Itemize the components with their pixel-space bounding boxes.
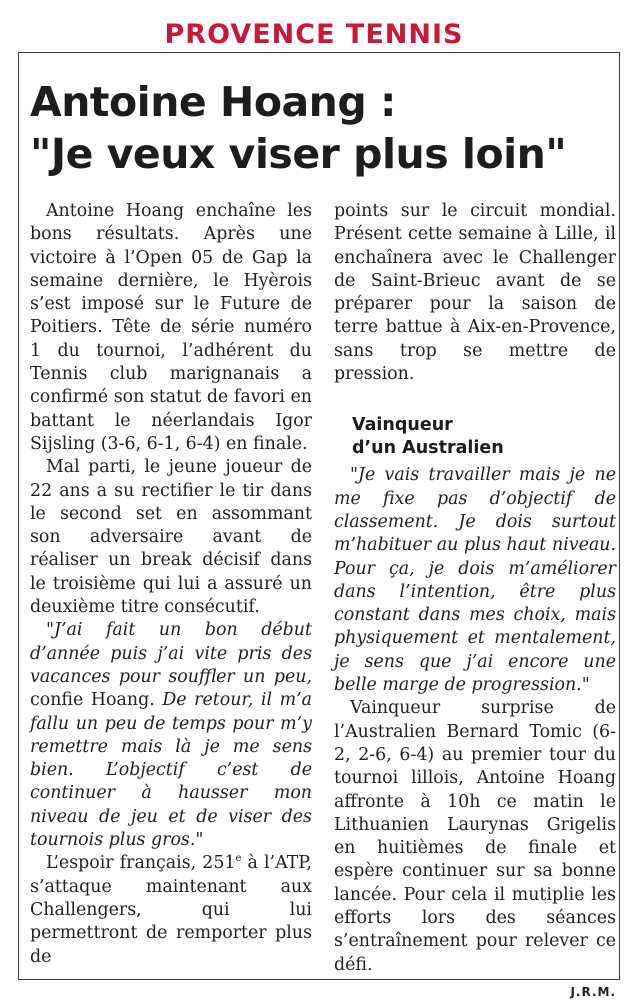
- paragraph-quote-2: [334, 464, 616, 697]
- ranking-text-a: L’espoir français, 251: [46, 853, 236, 874]
- ranking-text-b: à l’ATP, s’attaque maintenant aux Challengers, qui lui permettront de remporter plus de: [30, 853, 312, 967]
- article-column-left: [30, 200, 312, 969]
- subheading-line-1: Vainqueur: [352, 415, 453, 436]
- paragraph-match: Mal parti, le jeune joueur de 22 ans a su rectifier le tir dans le second set en assommant son adversaire avant de réaliser un break décisif dans le troisième qui lui a assuré un deuxième titre consécutif.: [30, 457, 312, 618]
- subheading: [352, 414, 616, 460]
- author-signature: J.R.M.: [570, 984, 616, 999]
- quote-attribution: confie Hoang.: [30, 690, 163, 711]
- headline-line-2: "Je veux viser plus loin": [30, 130, 567, 178]
- paragraph-ranking: [30, 852, 312, 968]
- paragraph-tournament: Vainqueur surprise de l’Australien Bernard Tomic (6-2, 2-6, 6-4) au premier tour du tournoi lillois, Antoine Hoang affronte à 10h ce matin le Lithuanien Laurynas Grigelis en huitièmes de finale et espère continuer sur sa bonne lancée. Pour cela il mutiplie les efforts lors des séances s’entraînement pour relever ce défi.: [334, 698, 616, 975]
- subheading-line-2: d’un Australien: [352, 438, 504, 459]
- section-rubric: [0, 18, 628, 52]
- article-column-right: [334, 200, 616, 1004]
- ranking-superscript: e: [235, 853, 242, 865]
- rubric-label: PROVENCE TENNIS: [157, 19, 472, 50]
- article-headline: [30, 76, 610, 180]
- quote-part-1: "J’ai fait un bon début d’année puis j’ai vite pris des vacances pour souffler un peu,: [30, 620, 312, 687]
- paragraph-continued: points sur le circuit mondial. Présent cette semaine à Lille, il enchaînera avec le Challenger de Saint-Brieuc avant de se préparer pour la saison de terre battue à Aix-en-Provence, sans trop se mettre de pression.: [334, 201, 616, 385]
- quote-part-2: De retour, il m’a fallu un peu de temps pour m’y remettre mais là je me sens bien. L’objectif c’est de continuer à hausser mon niveau de jeu et de viser des tournois plus gros.": [30, 690, 312, 851]
- paragraph-intro: Antoine Hoang enchaîne les bons résultats. Après une victoire à l’Open 05 de Gap la semaine dernière, le Hyèrois s’est imposé sur le Future de Poitiers. Tête de série numéro 1 du tournoi, l’adhérent du Tennis club marignanais a confirmé son statut de favori en battant le néerlandais Igor Sijsling (3-6, 6-1, 6-4) en finale.: [30, 201, 312, 454]
- quote-text: "Je vais travailler mais je ne me fixe pas d’objectif de classement. Je dois surtout m’habituer au plus haut niveau. Pour ça, je dois m’améliorer dans l’intention, être plus constant dans mes choix, mais physiquement et mentalement, je sens que j’ai encore une belle marge de progression.": [334, 465, 616, 696]
- paragraph-quote: [30, 619, 312, 852]
- headline-line-1: Antoine Hoang :: [30, 78, 396, 126]
